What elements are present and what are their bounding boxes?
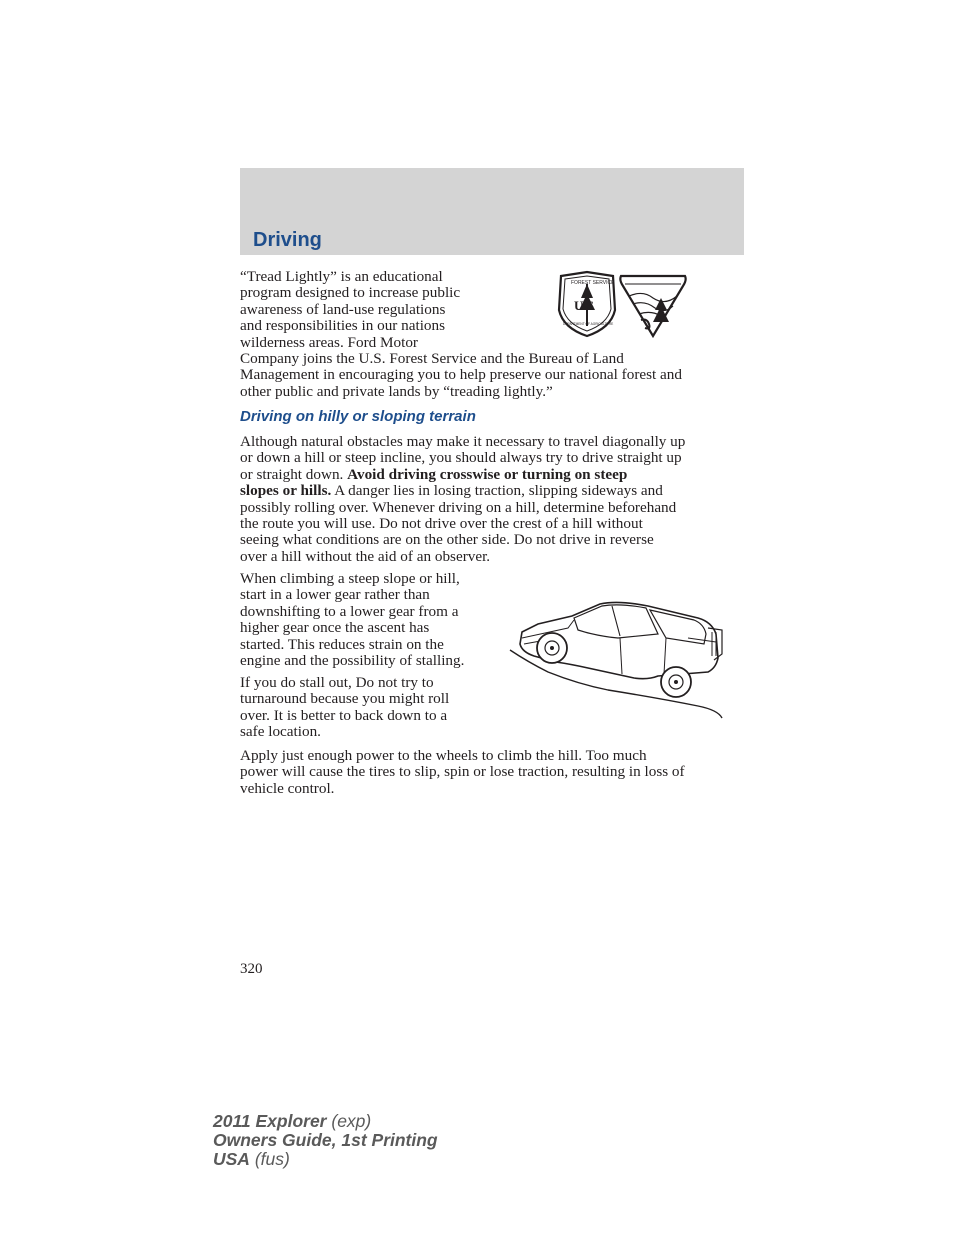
intro-line: “Tread Lightly” is an educational [240,268,443,285]
paragraph-line: downshifting to a lower gear from a [240,602,459,620]
section-title: Driving [253,229,322,251]
paragraph-line: safe location. [240,723,321,741]
footer-guide: Owners Guide, 1st Printing [213,1130,438,1150]
warning-text: slopes or hills. [240,482,332,500]
document-footer [213,1112,438,1169]
footer-model: 2011 Explorer [213,1111,327,1131]
footer-line-guide [213,1131,438,1150]
paragraph-line: When climbing a steep slope or hill, [240,570,460,587]
line-text: Although natural obstacles may make it necessary to travel diagonally up [240,433,686,450]
paragraph-line: higher gear once the ascent has [240,619,430,637]
line-text: seeing what conditions are on the other side. Do not drive in reverse [240,531,654,549]
paragraph-hill-driving [240,434,685,565]
paragraph-line: If you do stall out, Do not try to [240,674,434,691]
paragraph-line [240,500,685,516]
forest-service-shield-icon [559,272,615,336]
page-number: 320 [240,961,263,977]
line-text: possibly rolling over. Whenever driving on a hill, determine beforehand [240,498,677,516]
footer-model-code: (exp) [326,1111,372,1131]
footer-line-model [213,1112,438,1131]
intro-line: Company joins the U.S. Forest Service and the Bureau of Land [240,350,624,368]
warning-text: Avoid driving crosswise or turning on steep [347,465,628,483]
intro-line: Management in encouraging you to help preserve our national forest and [240,366,682,384]
footer-region-code: (fus) [249,1149,290,1169]
intro-line: program designed to increase public [240,284,461,302]
paragraph-line: Apply just enough power to the wheels to climb the hill. Too much [240,747,647,764]
footer-region: USA [213,1149,250,1169]
paragraph-line: started. This reduces strain on the [240,635,444,653]
shield-top-text: FOREST SERVICE [571,280,615,286]
line-text: or straight down. [240,465,348,483]
paragraph-stall [240,675,449,741]
paragraph-line: engine and the possibility of stalling. [240,652,465,670]
paragraph-line: over. It is better to back down to a [240,706,448,724]
blm-emblem-icon [620,276,685,336]
paragraph-line: power will cause the tires to slip, spin or lose traction, resulting in loss of [240,763,685,781]
paragraph-line [240,467,685,483]
footer-line-region [213,1150,438,1169]
paragraph-line [240,434,685,450]
agency-logos [557,270,689,338]
paragraph-line [240,483,685,499]
line-text: or down a hill or steep incline, you should always try to drive straight up [240,449,682,467]
intro-line: awareness of land-use regulations [240,300,446,318]
paragraph-line: start in a lower gear rather than [240,586,430,604]
paragraph-line [240,450,685,466]
paragraph-line: vehicle control. [240,779,335,797]
line-text: the route you will use. Do not drive over the crest of a hill without [240,515,643,533]
paragraph-line [240,532,685,548]
intro-line: wilderness areas. Ford Motor [240,333,418,351]
subheading-hilly-terrain: Driving on hilly or sloping terrain [240,408,476,425]
line-text: over a hill without the aid of an observer. [240,547,491,565]
line-text: A danger lies in losing traction, slipping sideways and [331,482,663,500]
vehicle-climbing-hill-illustration [508,598,726,720]
shield-bottom-text: DEPARTMENT OF AGRICULTURE [563,322,614,326]
shield-letter: U S [574,298,594,313]
paragraph-line: turnaround because you might roll [240,690,450,708]
paragraph-line [240,549,685,565]
paragraph-power [240,748,685,797]
intro-line: and responsibilities in our nations [240,317,446,335]
intro-line: other public and private lands by “treading lightly.” [240,382,553,400]
paragraph-climbing [240,571,464,669]
paragraph-line [240,516,685,532]
